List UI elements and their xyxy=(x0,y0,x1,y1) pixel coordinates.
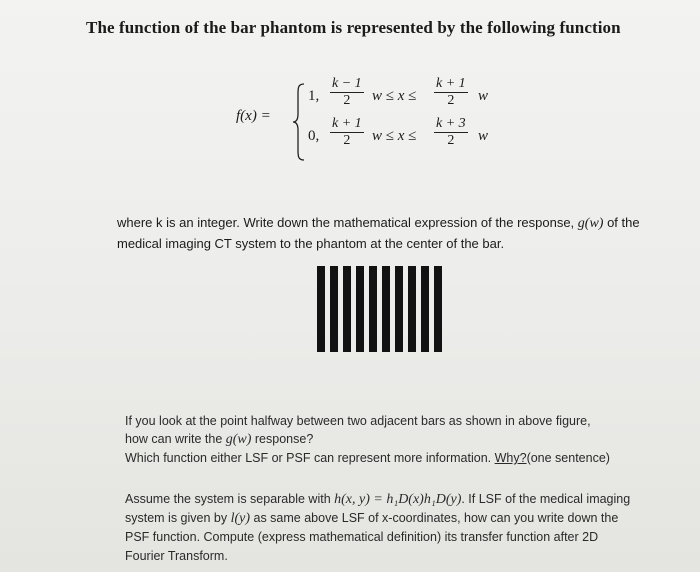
case2-lower-fraction xyxy=(330,116,364,149)
phantom-bar xyxy=(408,266,416,352)
question-3-text-d: as same above LSF of x-coordinates, how can you write down the xyxy=(250,511,619,525)
question-2-text xyxy=(125,412,685,467)
question-3-line-3: PSF function. Compute (express mathematical definition) its transfer function after 2D xyxy=(125,530,599,544)
question-2-line-2 xyxy=(125,430,685,449)
case2-inequality: w ≤ x ≤ xyxy=(372,128,417,144)
lsf-expression: l(y) xyxy=(230,511,251,526)
question-1-text-b: of the xyxy=(603,215,640,230)
question-1-line-1 xyxy=(117,213,697,234)
equation-lhs: f(x) = xyxy=(236,108,271,124)
phantom-bar xyxy=(434,266,442,352)
question-2-text-a: how can write the xyxy=(125,432,226,446)
question-2-line-3 xyxy=(125,449,685,467)
case2-upper-denominator: 2 xyxy=(447,133,455,148)
case2-tail: w xyxy=(478,128,489,144)
phantom-bar xyxy=(330,266,338,352)
piecewise-equation xyxy=(234,78,504,168)
question-2-line-1: If you look at the point halfway between two adjacent bars as shown in above figure, xyxy=(125,414,591,428)
case1-lower-denominator: 2 xyxy=(343,93,351,108)
separable-psf-expression: h(x, y) = h₁D(x)h₁D(y) xyxy=(334,492,462,507)
question-1-text-a: where k is an integer. Write down the mathematical expression of the response, xyxy=(117,215,578,230)
phantom-bar xyxy=(343,266,351,352)
phantom-bar xyxy=(317,266,325,352)
page-heading: The function of the bar phantom is represented by the following function xyxy=(86,18,621,37)
case2-lower-numerator: k + 1 xyxy=(332,116,362,131)
question-2-text-d: (one sentence) xyxy=(526,451,610,465)
bar-phantom-figure xyxy=(317,266,447,352)
question-3-line-1 xyxy=(125,490,685,509)
phantom-bar xyxy=(369,266,377,352)
why-underlined-text: Why? xyxy=(494,451,527,465)
phantom-bar xyxy=(395,266,403,352)
question-2-text-b: response? xyxy=(251,432,314,446)
case1-upper-fraction xyxy=(434,76,468,109)
phantom-bar xyxy=(382,266,390,352)
question-1-text xyxy=(117,213,697,254)
case1-inequality: w ≤ x ≤ xyxy=(372,88,417,104)
question-3-line-4: Fourier Transform. xyxy=(125,549,228,563)
question-3-line-2 xyxy=(125,509,685,528)
question-2-text-c: Which function either LSF or PSF can represent more information. xyxy=(125,451,495,465)
case1-lower-fraction xyxy=(330,76,364,109)
case2-lower-denominator: 2 xyxy=(343,133,351,148)
question-3-text-c: system is given by xyxy=(125,511,231,525)
case1-upper-numerator: k + 1 xyxy=(436,76,466,91)
case1-tail: w xyxy=(478,88,489,104)
case1-value: 1, xyxy=(308,88,320,104)
phantom-bar xyxy=(356,266,364,352)
case2-value: 0, xyxy=(308,128,320,144)
case1-lower-numerator: k − 1 xyxy=(332,76,362,91)
phantom-bar xyxy=(421,266,429,352)
case2-upper-fraction xyxy=(434,116,468,149)
response-variable: g(w) xyxy=(577,216,604,231)
question-3-text xyxy=(125,490,685,566)
question-1-line-2: medical imaging CT system to the phantom at the center of the bar. xyxy=(117,236,505,251)
case1-upper-denominator: 2 xyxy=(447,93,455,108)
question-3-text-a: Assume the system is separable with xyxy=(125,492,335,506)
case2-upper-numerator: k + 3 xyxy=(436,116,466,131)
question-3-text-b: . If LSF of the medical imaging xyxy=(461,492,631,506)
response-variable: g(w) xyxy=(225,432,252,447)
left-brace-icon xyxy=(292,82,306,162)
